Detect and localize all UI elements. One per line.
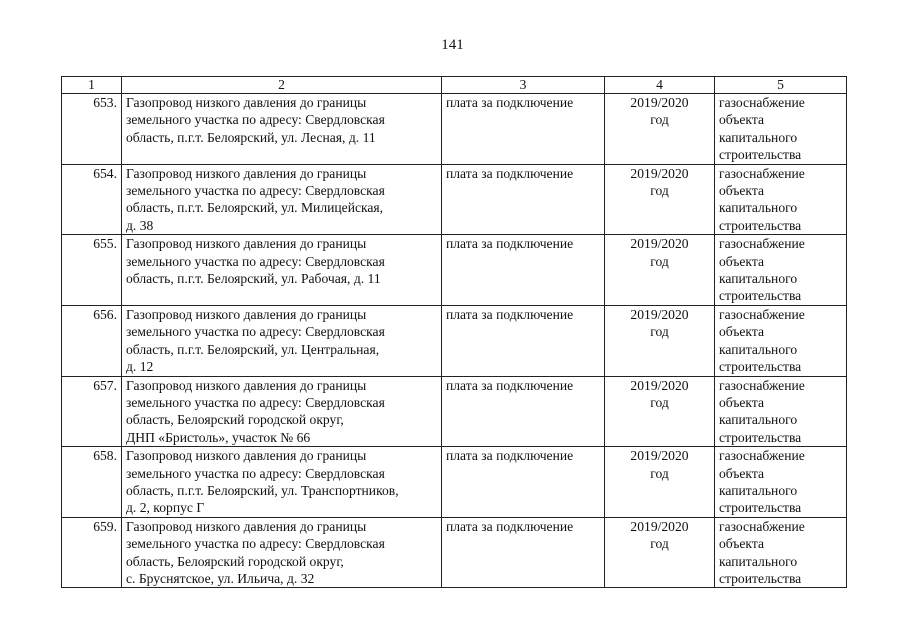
purpose-line: строительства	[719, 570, 802, 586]
description-line: земельного участка по адресу: Свердловская	[126, 394, 385, 410]
period-line: год	[650, 465, 669, 481]
purpose	[715, 517, 847, 588]
purpose-line: капитального	[719, 200, 798, 216]
description-line: область, п.г.т. Белоярский, ул. Милицейская,	[126, 200, 384, 216]
object-description	[122, 447, 442, 518]
purpose-line: строительства	[719, 217, 802, 233]
period-line: 2019/2020	[630, 165, 689, 181]
row-number: 659.	[62, 517, 122, 588]
period	[605, 305, 715, 376]
period	[605, 376, 715, 447]
row-number: 657.	[62, 376, 122, 447]
description-line: Газопровод низкого давления до границы	[126, 236, 367, 252]
purpose-line: капитального	[719, 482, 798, 498]
period-line: 2019/2020	[630, 518, 689, 534]
purpose-line: строительства	[719, 429, 802, 445]
purpose-line: строительства	[719, 359, 802, 375]
object-description	[122, 305, 442, 376]
payment-type: плата за подключение	[442, 164, 605, 235]
payment-type: плата за подключение	[442, 235, 605, 306]
period-line: 2019/2020	[630, 236, 689, 252]
purpose-line: газоснабжение	[719, 95, 805, 110]
payment-type: плата за подключение	[442, 305, 605, 376]
period-line: год	[650, 112, 669, 128]
period	[605, 94, 715, 165]
description-line: Газопровод низкого давления до границы	[126, 306, 367, 322]
description-line: область, п.г.т. Белоярский, ул. Рабочая, д. 11	[126, 271, 381, 287]
purpose-line: объекта	[719, 536, 765, 552]
data-table	[61, 76, 847, 588]
purpose	[715, 94, 847, 165]
purpose-line: газоснабжение	[719, 518, 805, 534]
period-line: 2019/2020	[630, 95, 689, 110]
table-row	[62, 376, 847, 447]
table-row	[62, 235, 847, 306]
table-row	[62, 517, 847, 588]
payment-type: плата за подключение	[442, 517, 605, 588]
object-description	[122, 164, 442, 235]
period	[605, 235, 715, 306]
payment-type: плата за подключение	[442, 94, 605, 165]
purpose-line: строительства	[719, 147, 802, 163]
purpose	[715, 376, 847, 447]
object-description	[122, 94, 442, 165]
description-line: Газопровод низкого давления до границы	[126, 377, 367, 393]
description-line: область, п.г.т. Белоярский, ул. Транспортников,	[126, 482, 399, 498]
description-line: д. 12	[126, 359, 154, 375]
table-row	[62, 94, 847, 165]
purpose-line: объекта	[719, 253, 765, 269]
purpose-line: объекта	[719, 465, 765, 481]
description-line: Газопровод низкого давления до границы	[126, 165, 367, 181]
purpose-line: капитального	[719, 412, 798, 428]
purpose-line: капитального	[719, 271, 798, 287]
period	[605, 164, 715, 235]
purpose-line: строительства	[719, 500, 802, 516]
table-row	[62, 305, 847, 376]
period-line: год	[650, 253, 669, 269]
purpose-line: объекта	[719, 183, 765, 199]
purpose	[715, 164, 847, 235]
description-line: область, Белоярский городской округ,	[126, 553, 344, 569]
purpose-line: капитального	[719, 553, 798, 569]
page-number: 141	[441, 37, 464, 53]
description-line: область, Белоярский городской округ,	[126, 412, 344, 428]
purpose-line: газоснабжение	[719, 377, 805, 393]
description-line: земельного участка по адресу: Свердловская	[126, 465, 385, 481]
table-header-row	[62, 77, 847, 94]
column-header: 1	[62, 77, 122, 94]
description-line: Газопровод низкого давления до границы	[126, 518, 367, 534]
period-line: 2019/2020	[630, 306, 689, 322]
table-row	[62, 447, 847, 518]
table-body	[62, 94, 847, 588]
purpose-line: строительства	[719, 288, 802, 304]
description-line: земельного участка по адресу: Свердловская	[126, 112, 385, 128]
object-description	[122, 235, 442, 306]
row-number: 654.	[62, 164, 122, 235]
description-line: земельного участка по адресу: Свердловская	[126, 324, 385, 340]
column-header: 5	[715, 77, 847, 94]
purpose-line: газоснабжение	[719, 236, 805, 252]
description-line: д. 2, корпус Г	[126, 500, 205, 516]
column-header: 2	[122, 77, 442, 94]
description-line: земельного участка по адресу: Свердловская	[126, 253, 385, 269]
object-description	[122, 376, 442, 447]
description-line: Газопровод низкого давления до границы	[126, 448, 367, 464]
purpose-line: объекта	[719, 394, 765, 410]
purpose	[715, 235, 847, 306]
description-line: ДНП «Бристоль», участок № 66	[126, 429, 311, 445]
period-line: год	[650, 324, 669, 340]
payment-type: плата за подключение	[442, 376, 605, 447]
period	[605, 517, 715, 588]
description-line: земельного участка по адресу: Свердловская	[126, 536, 385, 552]
purpose-line: капитального	[719, 129, 798, 145]
row-number: 656.	[62, 305, 122, 376]
purpose-line: объекта	[719, 112, 765, 128]
row-number: 658.	[62, 447, 122, 518]
period-line: год	[650, 394, 669, 410]
object-description	[122, 517, 442, 588]
description-line: с. Бруснятское, ул. Ильича, д. 32	[126, 570, 315, 586]
period	[605, 447, 715, 518]
purpose	[715, 305, 847, 376]
description-line: область, п.г.т. Белоярский, ул. Центральная,	[126, 341, 380, 357]
description-line: д. 38	[126, 217, 154, 233]
period-line: 2019/2020	[630, 377, 689, 393]
purpose-line: газоснабжение	[719, 165, 805, 181]
table-row	[62, 164, 847, 235]
purpose-line: капитального	[719, 341, 798, 357]
column-header: 3	[442, 77, 605, 94]
purpose	[715, 447, 847, 518]
purpose-line: газоснабжение	[719, 448, 805, 464]
description-line: область, п.г.т. Белоярский, ул. Лесная, д. 11	[126, 129, 376, 145]
purpose-line: газоснабжение	[719, 306, 805, 322]
column-header: 4	[605, 77, 715, 94]
period-line: 2019/2020	[630, 448, 689, 464]
row-number: 655.	[62, 235, 122, 306]
period-line: год	[650, 183, 669, 199]
purpose-line: объекта	[719, 324, 765, 340]
description-line: земельного участка по адресу: Свердловская	[126, 183, 385, 199]
payment-type: плата за подключение	[442, 447, 605, 518]
description-line: Газопровод низкого давления до границы	[126, 95, 367, 110]
row-number: 653.	[62, 94, 122, 165]
period-line: год	[650, 536, 669, 552]
